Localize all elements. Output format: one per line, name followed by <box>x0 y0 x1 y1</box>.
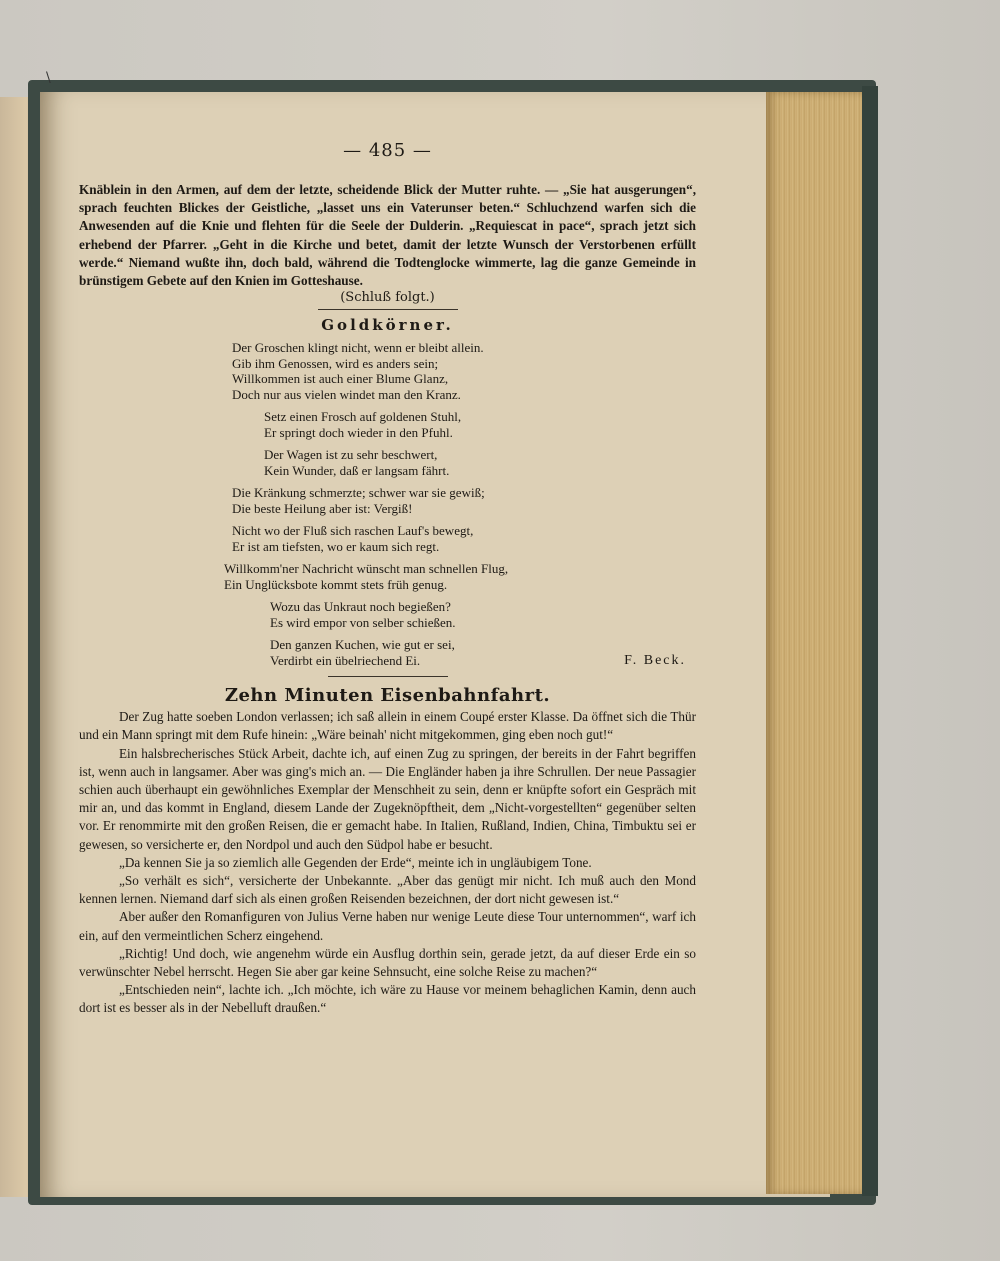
poem-stanza <box>79 599 696 630</box>
story-paragraph: Ein halsbrecherisches Stück Arbeit, dachte ich, auf einen Zug zu springen, der bereits in der Fahrt begriffen ist, wenn auch in langsamer. Aber was ging's mich an. — Die Engländer haben ja ihre Schrullen. Der neue Passagier schien auch überhaupt ein gewöhnliches Exemplar der Menschheit zu sein, denn er knüpfte sofort ein Gespräch mit mir an, und das kommt in England, diesem Lande der Zugeknöpftheit, dem „Nicht-vorgestellten“ gegenüber selten vor. Er renommirte mit den großen Reisen, die er gemacht habe. In Italien, Rußland, Indien, China, Timbuktu sei er gewesen, so versicherte er, den Nordpol und auch den Südpol habe er besucht. <box>79 745 696 852</box>
poem-line: Es wird empor von selber schießen. <box>270 614 456 630</box>
story-paragraph: „Richtig! Und doch, wie angenehm würde ein Ausflug dorthin sein, gerade jetzt, da auf dieser Erde ein so verwünschter Nebel herrscht. Hegen Sie aber gar keine Sehnsucht, eine solche Reise zu machen?“ <box>79 945 696 980</box>
poem-stanza <box>79 340 696 402</box>
poem-stanza <box>79 409 696 440</box>
poem-line: Doch nur aus vielen windet man den Kranz. <box>232 386 461 402</box>
poem-line: Er ist am tiefsten, wo er kaum sich regt. <box>232 538 440 554</box>
poem-title: Goldkörner. <box>321 316 454 335</box>
story-paragraph: „Entschieden nein“, lachte ich. „Ich möchte, ich wäre zu Hause vor meinem behaglichen Kamin, denn auch dort ist es besser als in der Nebelluft draußen.“ <box>79 982 696 1016</box>
poem-line: Ein Unglücksbote kommt stets früh genug. <box>224 576 448 592</box>
poem-line: Willkommen ist auch einer Blume Glanz, <box>232 371 449 387</box>
intro-paragraph: Knäblein in den Armen, auf dem der letzte, scheidende Blick der Mutter ruhte. — „Sie hat ausgerungen“, sprach feuchten Blickes der Geistliche, „lasset uns ein Vaterunser beten.“ Schluchzend warfen sich die Anwesenden auf die Knie und flehten für die Seele der Dulderin. „Requiescat in pace“, sprach jetzt sich erhebend der Pfarrer. „Geht in die Kirche und betet, damit der letzte Wunsch der Verstorbenen erfüllt werde.“ Niemand wußte ihn, doch bald, während die Todtenglocke wimmerte, lag die ganze Gemeinde in brünstigem Gebete auf den Knien im Gotteshause. <box>79 182 696 289</box>
story-paragraph: „Da kennen Sie ja so ziemlich alle Gegenden der Erde“, meinte ich in ungläubigem Tone. <box>119 854 592 870</box>
poem-line: Verdirbt ein übelriechend Ei. <box>270 652 421 668</box>
poem-stanza <box>79 561 696 592</box>
page-content <box>79 140 696 1018</box>
poem-line: Nicht wo der Fluß sich raschen Lauf's bewegt, <box>232 523 474 539</box>
cover-spine-strip <box>862 86 878 1196</box>
story-title: Zehn Minuten Eisenbahnfahrt. <box>224 685 551 707</box>
story-paragraph: Der Zug hatte soeben London verlassen; ich saß allein in einem Coupé erster Klasse. Da öffnet sich die Thür und ein Mann springt mit dem Rufe hinein: „Wäre beinah' nicht mitgekommen, ging eben noch gut!“ <box>79 709 696 743</box>
page-block-edges <box>766 92 866 1194</box>
poem-line: Setz einen Frosch auf goldenen Stuhl, <box>264 409 462 425</box>
poem-line: Die Kränkung schmerzte; schwer war sie gewiß; <box>232 485 485 501</box>
poem-stanza <box>79 637 696 668</box>
divider <box>318 309 458 310</box>
poem-line: Gib ihm Genossen, wird es anders sein; <box>232 355 439 371</box>
poem-stanza <box>79 447 696 478</box>
poem-line: Die beste Heilung aber ist: Vergiß! <box>232 500 413 516</box>
poem-line: Er springt doch wieder in den Pfuhl. <box>264 424 453 440</box>
poem-stanza <box>79 485 696 516</box>
divider <box>328 676 448 677</box>
scan-mark: \ <box>46 70 51 86</box>
continuation-note: (Schluß folgt.) <box>340 290 435 306</box>
poem-line: Der Groschen klingt nicht, wenn er bleibt allein. <box>232 340 484 356</box>
poem-line: Willkomm'ner Nachricht wünscht man schnellen Flug, <box>224 561 509 577</box>
poem-line: Kein Wunder, daß er langsam fährt. <box>264 462 450 478</box>
story-paragraph: „So verhält es sich“, versicherte der Unbekannte. „Aber das genügt mir nicht. Ich muß auch den Mond kennen lernen. Niemand darf sich als einen großen Reisenden bezeichnen, der dort nicht gewesen ist.“ <box>79 873 696 907</box>
poem-line: Der Wagen ist zu sehr beschwert, <box>264 447 438 463</box>
page-number: — 485 — <box>343 140 432 161</box>
story-paragraph: Aber außer den Romanfiguren von Julius Verne haben nur wenige Leute diese Tour unternommen“, warf ich ein, auf den vermeintlichen Scherz eingehend. <box>79 909 696 943</box>
poem-line: Den ganzen Kuchen, wie gut er sei, <box>270 637 455 653</box>
poem-stanza <box>79 523 696 554</box>
poem-line: Wozu das Unkraut noch begießen? <box>270 599 451 615</box>
poem-author: F. Beck. <box>624 652 686 668</box>
